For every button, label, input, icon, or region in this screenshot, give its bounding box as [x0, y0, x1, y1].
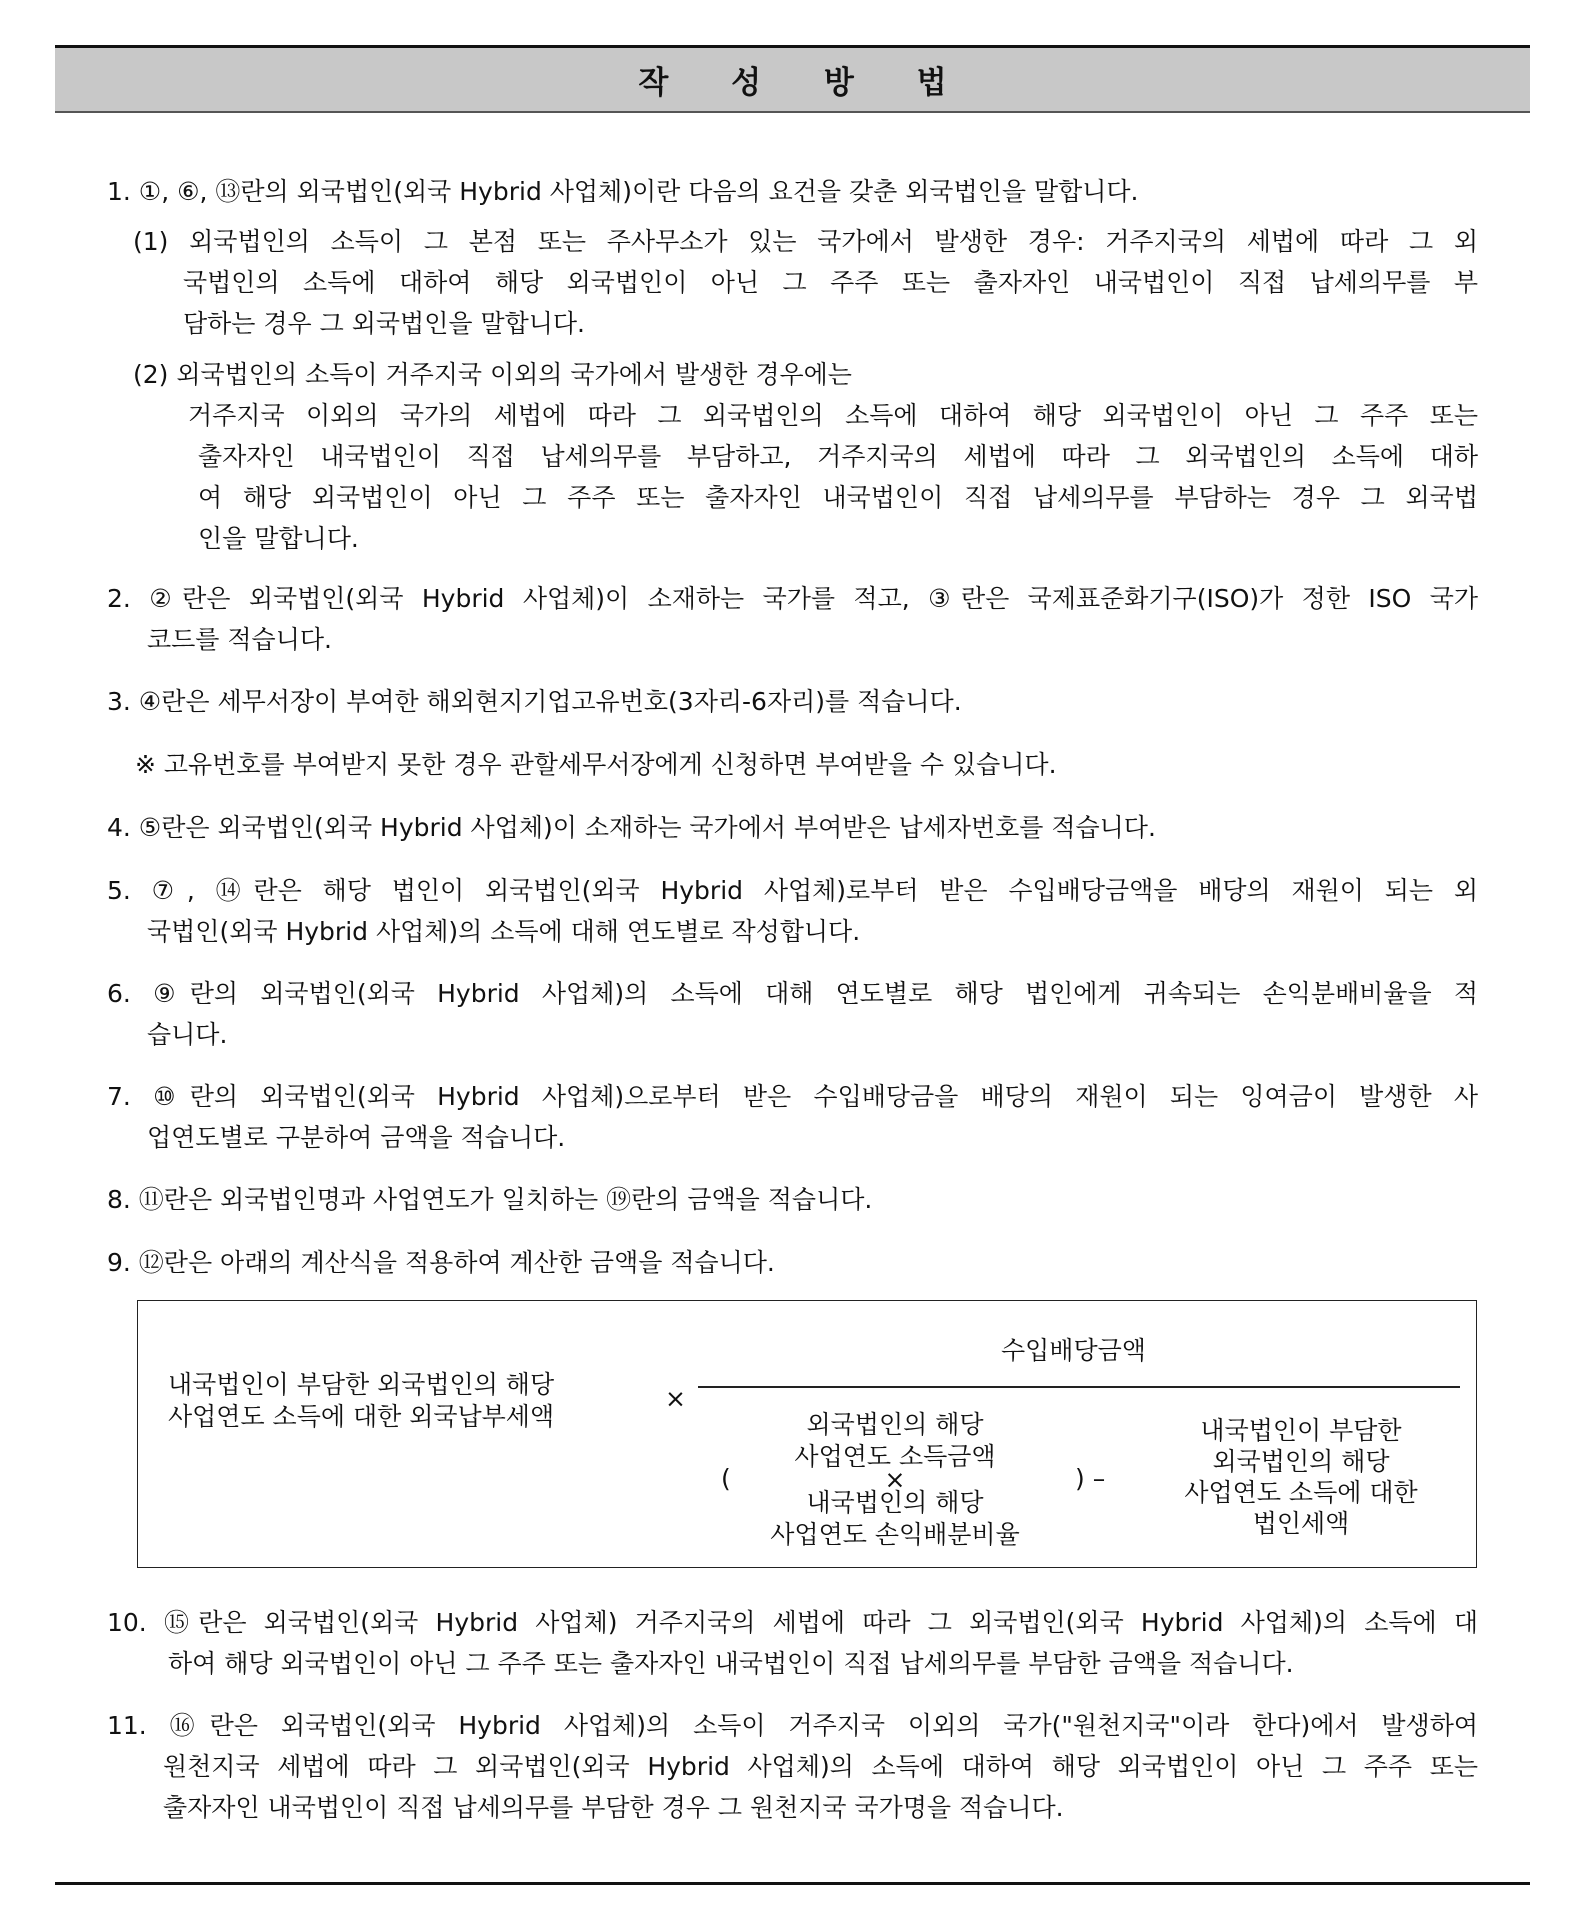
item-1-2-line-2: 거주지국 이외의 국가의 세법에 따라 그 외국법인의 소득에 대하여 해당 외국법인이 아닌 그 주주 또는 [188, 401, 1478, 430]
formula-inner-bottom-line-1: 내국법인의 해당 [806, 1488, 984, 1517]
formula-right-line-2: 외국법인의 해당 [1212, 1447, 1390, 1476]
item-7-line-2: 업연도별로 구분하여 금액을 적습니다. [147, 1123, 566, 1152]
formula-left-line-2: 사업연도 소득에 대한 외국납부세액 [168, 1402, 555, 1431]
item-6-line-1: 6. ⑨란의 외국법인(외국 Hybrid 사업체)의 소득에 대해 연도별로 해당 법인에게 귀속되는 손익분배비율을 적 [107, 979, 1478, 1008]
bottom-rule [55, 1882, 1530, 1885]
formula-left-line-1: 내국법인이 부담한 외국법인의 해당 [168, 1370, 555, 1399]
item-1-1-line-2: 국법인의 소득에 대하여 해당 외국법인이 아닌 그 주주 또는 출자자인 내국법인이 직접 납세의무를 부 [183, 268, 1478, 297]
formula-right-line-4: 법인세액 [1252, 1509, 1350, 1538]
formula-inner-top-line-2: 사업연도 소득금액 [794, 1442, 996, 1471]
section-title-bar [55, 45, 1530, 113]
item-4-line-1: 4. ⑤란은 외국법인(외국 Hybrid 사업체)이 소재하는 국가에서 부여받은 납세자번호를 적습니다. [107, 813, 1156, 842]
item-1-2-line-4: 여 해당 외국법인이 아닌 그 주주 또는 출자자인 내국법인이 직접 납세의무를 부담하는 경우 그 외국법 [198, 483, 1478, 512]
section-title: 작 성 방 법 [638, 65, 973, 101]
item-5-line-1: 5. ⑦, ⑭란은 해당 법인이 외국법인(외국 Hybrid 사업체)로부터 받은 수입배당금액을 배당의 재원이 되는 외 [107, 876, 1478, 905]
formula-times-sign: × [665, 1384, 686, 1413]
formula-right-line-1: 내국법인이 부담한 [1200, 1416, 1402, 1445]
formula-inner-bottom-line-2: 사업연도 손익배분비율 [770, 1520, 1020, 1549]
item-1-1-line-3: 담하는 경우 그 외국법인을 말합니다. [183, 309, 585, 338]
item-2-line-1: 2. ②란은 외국법인(외국 Hybrid 사업체)이 소재하는 국가를 적고, ③란은 국제표준화기구(ISO)가 정한 ISO 국가 [107, 584, 1478, 613]
item-9-line-1: 9. ⑫란은 아래의 계산식을 적용하여 계산한 금액을 적습니다. [107, 1248, 775, 1277]
formula-close-paren-minus: ) – [1075, 1464, 1106, 1493]
item-6-line-2: 습니다. [147, 1020, 228, 1049]
formula-inner-top-line-1: 외국법인의 해당 [806, 1410, 984, 1439]
item-1-2-line-5: 인을 말합니다. [198, 524, 359, 553]
item-1-1-line-1: (1) 외국법인의 소득이 그 본점 또는 주사무소가 있는 국가에서 발생한 경우: 거주지국의 세법에 따라 그 외 [133, 227, 1478, 256]
note-line: ※ 고유번호를 부여받지 못한 경우 관할세무서장에게 신청하면 부여받을 수 있습니다. [135, 750, 1057, 779]
item-3-line-1: 3. ④란은 세무서장이 부여한 해외현지기업고유번호(3자리-6자리)를 적습니다. [107, 687, 962, 716]
item-11-line-1: 11. ⑯란은 외국법인(외국 Hybrid 사업체)의 소득이 거주지국 이외의 국가("원천지국"이라 한다)에서 발생하여 [107, 1711, 1478, 1740]
calculation-formula-box [137, 1300, 1477, 1568]
item-1-line-1: 1. ①, ⑥, ⑬란의 외국법인(외국 Hybrid 사업체)이란 다음의 요건을 갖춘 외국법인을 말합니다. [107, 177, 1139, 206]
item-10-line-2: 하여 해당 외국법인이 아닌 그 주주 또는 출자자인 내국법인이 직접 납세의무를 부담한 금액을 적습니다. [168, 1649, 1294, 1678]
item-11-line-2: 원천지국 세법에 따라 그 외국법인(외국 Hybrid 사업체)의 소득에 대하여 해당 외국법인이 아닌 그 주주 또는 [163, 1752, 1478, 1781]
item-11-line-3: 출자자인 내국법인이 직접 납세의무를 부담한 경우 그 원천지국 국가명을 적습니다. [163, 1793, 1064, 1822]
item-10-line-1: 10. ⑮란은 외국법인(외국 Hybrid 사업체) 거주지국의 세법에 따라 그 외국법인(외국 Hybrid 사업체)의 소득에 대 [107, 1608, 1478, 1637]
item-5-line-2: 국법인(외국 Hybrid 사업체)의 소득에 대해 연도별로 작성합니다. [147, 917, 861, 946]
item-2-line-2: 코드를 적습니다. [147, 625, 332, 654]
formula-numerator: 수입배당금액 [1001, 1336, 1146, 1365]
item-8-line-1: 8. ⑪란은 외국법인명과 사업연도가 일치하는 ⑲란의 금액을 적습니다. [107, 1185, 873, 1214]
item-7-line-1: 7. ⑩란의 외국법인(외국 Hybrid 사업체)으로부터 받은 수입배당금을 배당의 재원이 되는 잉여금이 발생한 사 [107, 1082, 1478, 1111]
formula-fraction-rule [698, 1386, 1460, 1388]
item-1-2-line-1: (2) 외국법인의 소득이 거주지국 이외의 국가에서 발생한 경우에는 [133, 360, 852, 389]
item-1-2-line-3: 출자자인 내국법인이 직접 납세의무를 부담하고, 거주지국의 세법에 따라 그 외국법인의 소득에 대하 [198, 442, 1478, 471]
formula-inner-times-sign: × [884, 1465, 906, 1494]
formula-right-line-3: 사업연도 소득에 대한 [1184, 1478, 1418, 1507]
formula-open-paren: ( [721, 1464, 731, 1493]
